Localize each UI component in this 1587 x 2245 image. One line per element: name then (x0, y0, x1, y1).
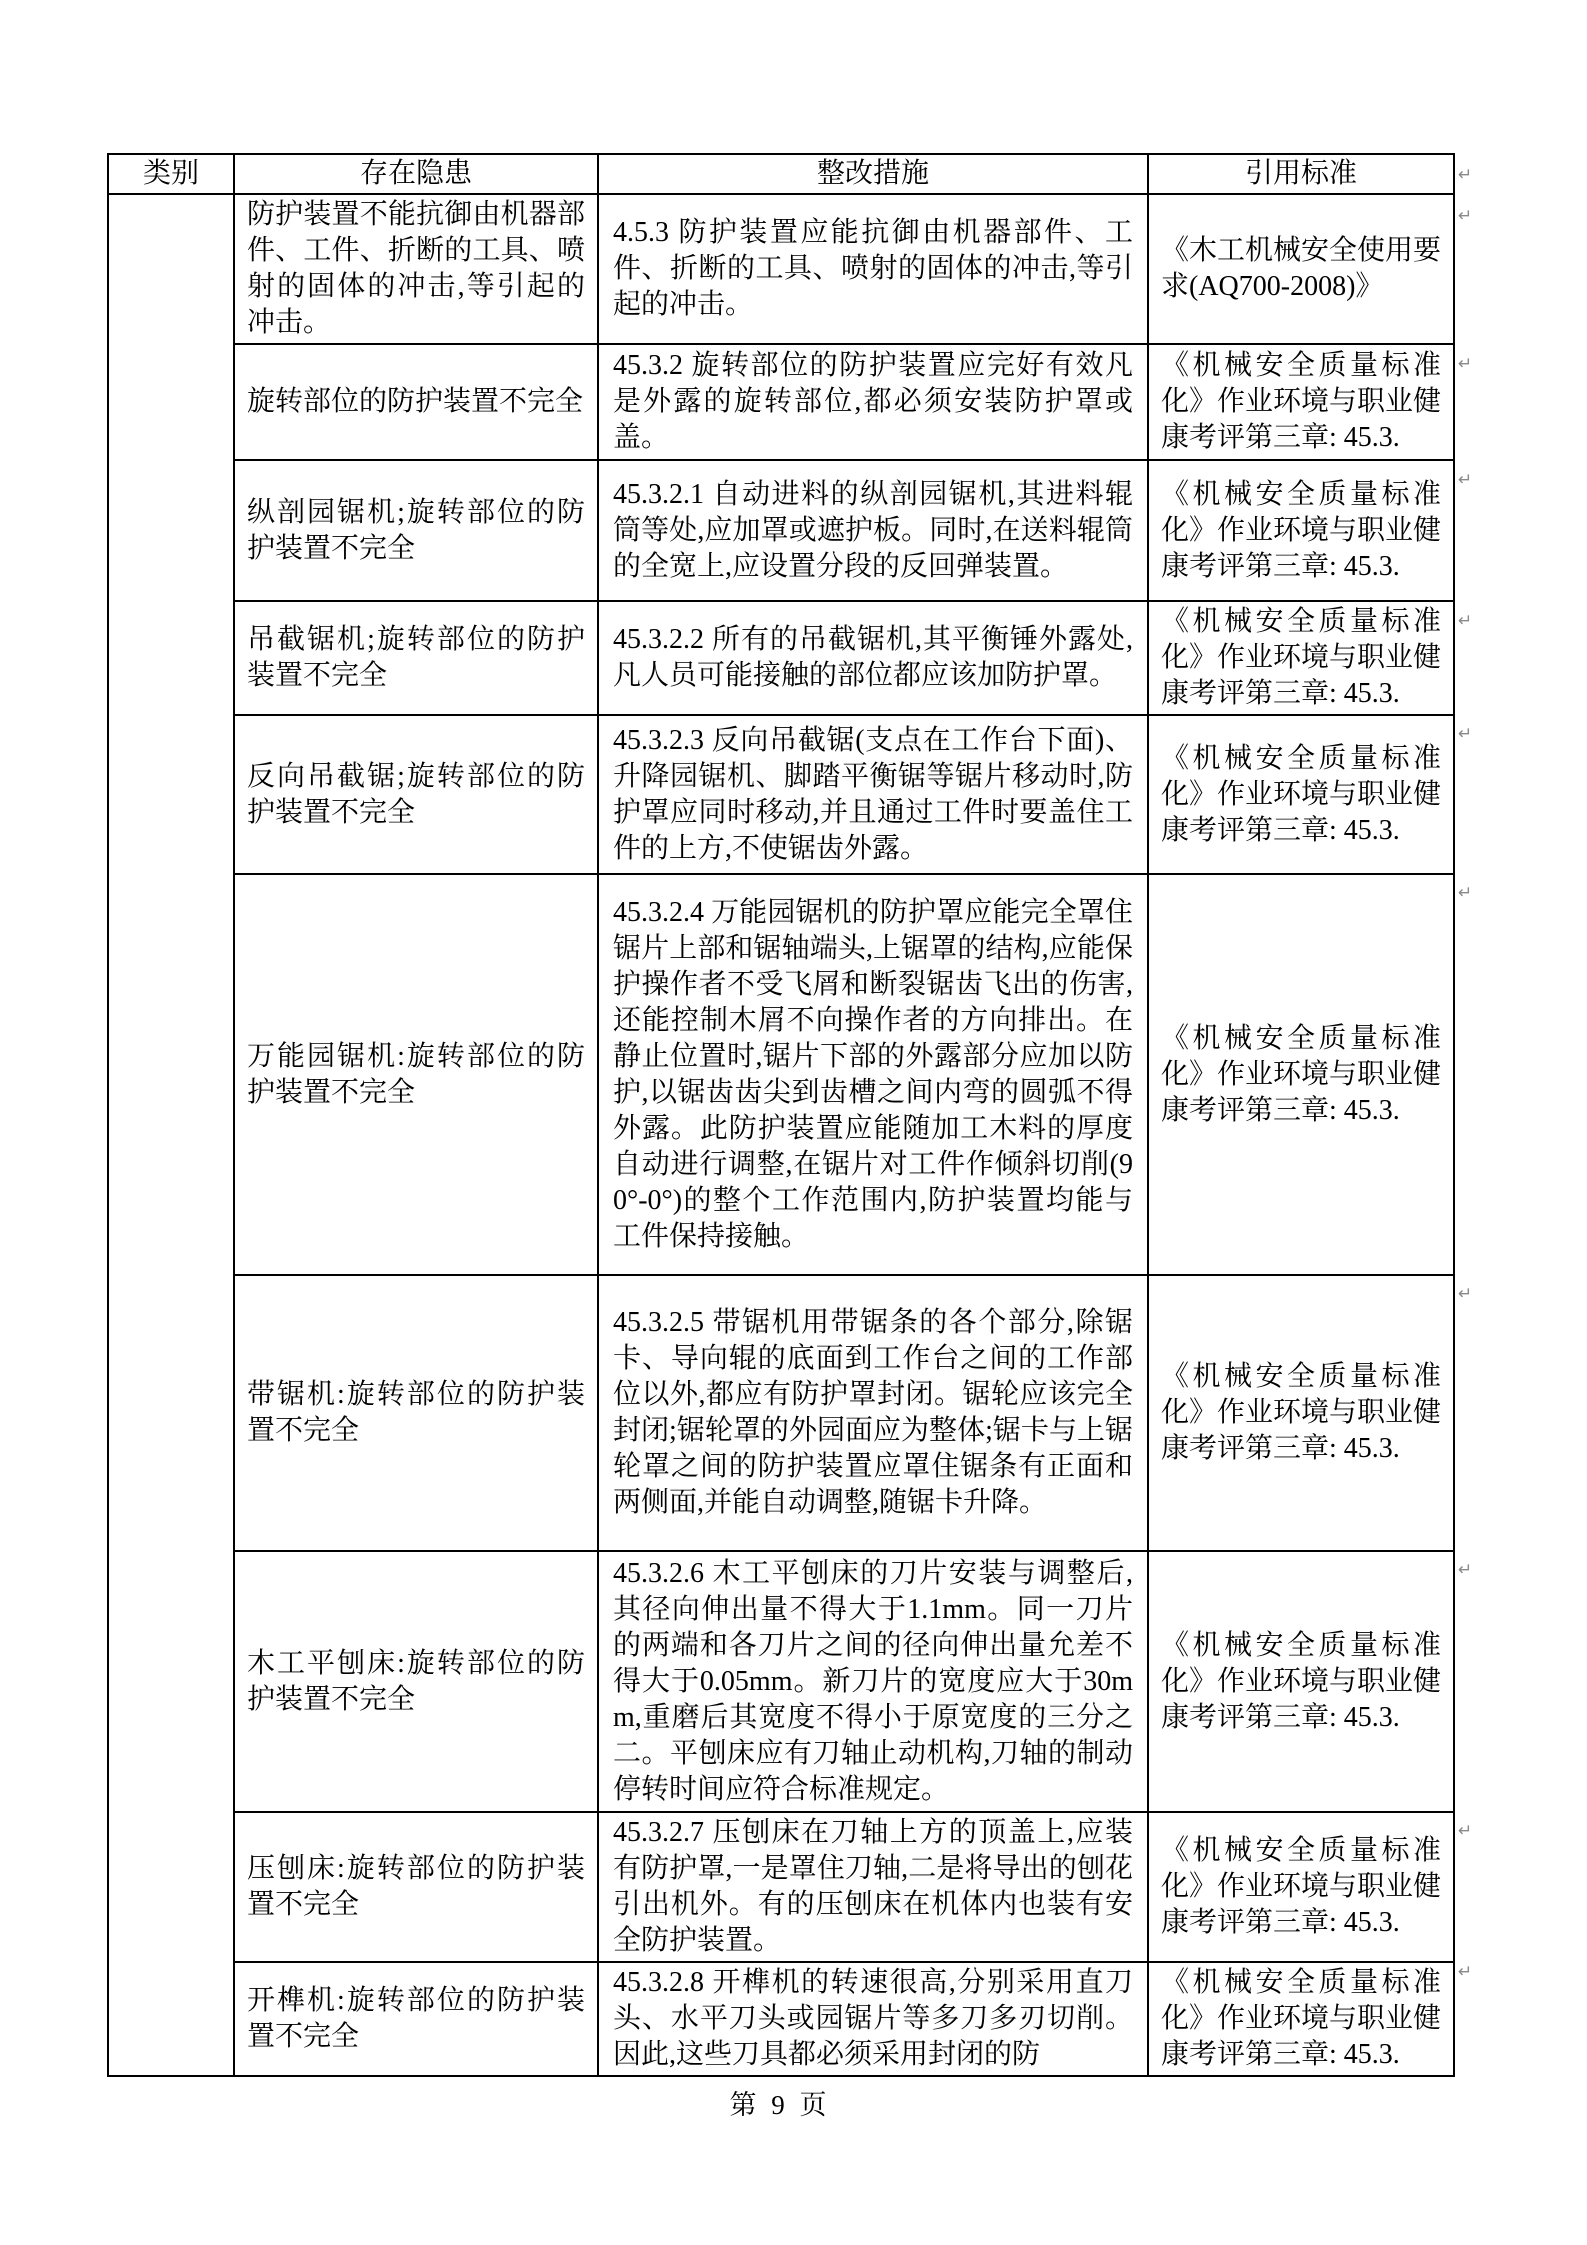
table-header-row (108, 154, 1454, 194)
standard-cell: 《机械安全质量标准化》作业环境与职业健康考评第三章: 45.3. (1148, 460, 1454, 601)
header-standard: 引用标准 (1148, 154, 1454, 194)
return-mark-icon: ↵ (1458, 1821, 1473, 1841)
table-row (108, 194, 1454, 344)
return-mark-icon: ↵ (1458, 1962, 1473, 1982)
hazard-cell: 旋转部位的防护装置不完全 (234, 344, 598, 460)
hazard-cell: 带锯机:旋转部位的防护装置不完全 (234, 1275, 598, 1551)
measure-cell: 45.3.2 旋转部位的防护装置应完好有效凡是外露的旋转部位,都必须安装防护罩或盖。 (598, 344, 1148, 460)
hazard-cell: 万能园锯机:旋转部位的防护装置不完全 (234, 874, 598, 1275)
hazard-cell: 反向吊截锯;旋转部位的防护装置不完全 (234, 715, 598, 874)
return-mark-icon: ↵ (1458, 165, 1473, 185)
standard-cell: 《机械安全质量标准化》作业环境与职业健康考评第三章: 45.3. (1148, 874, 1454, 1275)
measure-cell: 45.3.2.2 所有的吊截锯机,其平衡锤外露处,凡人员可能接触的部位都应该加防护罩。 (598, 601, 1148, 715)
standard-cell: 《机械安全质量标准化》作业环境与职业健康考评第三章: 45.3. (1148, 344, 1454, 460)
standard-cell: 《机械安全质量标准化》作业环境与职业健康考评第三章: 45.3. (1148, 1551, 1454, 1812)
return-mark-icon: ↵ (1458, 206, 1473, 226)
measure-cell: 4.5.3 防护装置应能抗御由机器部件、工件、折断的工具、喷射的固体的冲击,等引起的冲击。 (598, 194, 1148, 344)
hazard-cell: 防护装置不能抗御由机器部件、工件、折断的工具、喷射的固体的冲击,等引起的冲击。 (234, 194, 598, 344)
table-row (108, 460, 1454, 601)
hazard-cell: 压刨床:旋转部位的防护装置不完全 (234, 1812, 598, 1962)
standard-cell: 《木工机械安全使用要求(AQ700-2008)》 (1148, 194, 1454, 344)
standard-cell: 《机械安全质量标准化》作业环境与职业健康考评第三章: 45.3. (1148, 1275, 1454, 1551)
table-row (108, 344, 1454, 460)
measure-cell: 45.3.2.8 开榫机的转速很高,分别采用直刀头、水平刀头或园锯片等多刀多刃切削。因此,这些刀具都必须采用封闭的防 (598, 1962, 1148, 2076)
table-row (108, 874, 1454, 1275)
table-row (108, 601, 1454, 715)
return-mark-icon: ↵ (1458, 611, 1473, 631)
table-row (108, 1551, 1454, 1812)
header-measure: 整改措施 (598, 154, 1148, 194)
table-row (108, 715, 1454, 874)
return-mark-icon: ↵ (1458, 724, 1473, 744)
standard-cell: 《机械安全质量标准化》作业环境与职业健康考评第三章: 45.3. (1148, 1962, 1454, 2076)
measure-cell: 45.3.2.5 带锯机用带锯条的各个部分,除锯卡、导向辊的底面到工作台之间的工作部位以外,都应有防护罩封闭。锯轮应该完全封闭;锯轮罩的外园面应为整体;锯卡与上锯轮罩之间的防护装置应罩住锯条有正面和两侧面,并能自动调整,随锯卡升降。 (598, 1275, 1148, 1551)
standard-cell: 《机械安全质量标准化》作业环境与职业健康考评第三章: 45.3. (1148, 715, 1454, 874)
return-mark-icon: ↵ (1458, 470, 1473, 490)
measure-cell: 45.3.2.6 木工平刨床的刀片安装与调整后,其径向伸出量不得大于1.1mm。同一刀片的两端和各刀片之间的径向伸出量允差不得大于0.05mm。新刀片的宽度应大于30mm,重磨后其宽度不得小于原宽度的三分之二。平刨床应有刀轴止动机构,刀轴的制动停转时间应符合标准规定。 (598, 1551, 1148, 1812)
table-row (108, 1962, 1454, 2076)
hazard-table (107, 153, 1455, 2077)
hazard-cell: 木工平刨床:旋转部位的防护装置不完全 (234, 1551, 598, 1812)
table-row (108, 1275, 1454, 1551)
measure-cell: 45.3.2.1 自动进料的纵剖园锯机,其进料辊筒等处,应加罩或遮护板。同时,在送料辊筒的全宽上,应设置分段的反回弹装置。 (598, 460, 1148, 601)
measure-cell: 45.3.2.4 万能园锯机的防护罩应能完全罩住锯片上部和锯轴端头,上锯罩的结构,应能保护操作者不受飞屑和断裂锯齿飞出的伤害,还能控制木屑不向操作者的方向排出。在静止位置时,锯片下部的外露部分应加以防护,以锯齿齿尖到齿槽之间内弯的圆弧不得外露。此防护装置应能随加工木料的厚度自动进行调整,在锯片对工件作倾斜切削(90°-0°)的整个工作范围内,防护装置均能与工件保持接触。 (598, 874, 1148, 1275)
measure-cell: 45.3.2.3 反向吊截锯(支点在工作台下面)、升降园锯机、脚踏平衡锯等锯片移动时,防护罩应同时移动,并且通过工件时要盖住工件的上方,不使锯齿外露。 (598, 715, 1148, 874)
hazard-cell: 开榫机:旋转部位的防护装置不完全 (234, 1962, 598, 2076)
standard-cell: 《机械安全质量标准化》作业环境与职业健康考评第三章: 45.3. (1148, 1812, 1454, 1962)
hazard-cell: 纵剖园锯机;旋转部位的防护装置不完全 (234, 460, 598, 601)
table-row (108, 1812, 1454, 1962)
return-mark-icon: ↵ (1458, 1284, 1473, 1304)
standard-cell: 《机械安全质量标准化》作业环境与职业健康考评第三章: 45.3. (1148, 601, 1454, 715)
page-number-footer: 第 9 页 (729, 2090, 831, 2120)
header-category: 类别 (108, 154, 234, 194)
header-hazard: 存在隐患 (234, 154, 598, 194)
category-cell (108, 194, 234, 2076)
hazard-cell: 吊截锯机;旋转部位的防护装置不完全 (234, 601, 598, 715)
measure-cell: 45.3.2.7 压刨床在刀轴上方的顶盖上,应装有防护罩,一是罩住刀轴,二是将导出的刨花引出机外。有的压刨床在机体内也装有安全防护装置。 (598, 1812, 1148, 1962)
return-mark-icon: ↵ (1458, 883, 1473, 903)
return-mark-icon: ↵ (1458, 354, 1473, 374)
return-mark-icon: ↵ (1458, 1560, 1473, 1580)
